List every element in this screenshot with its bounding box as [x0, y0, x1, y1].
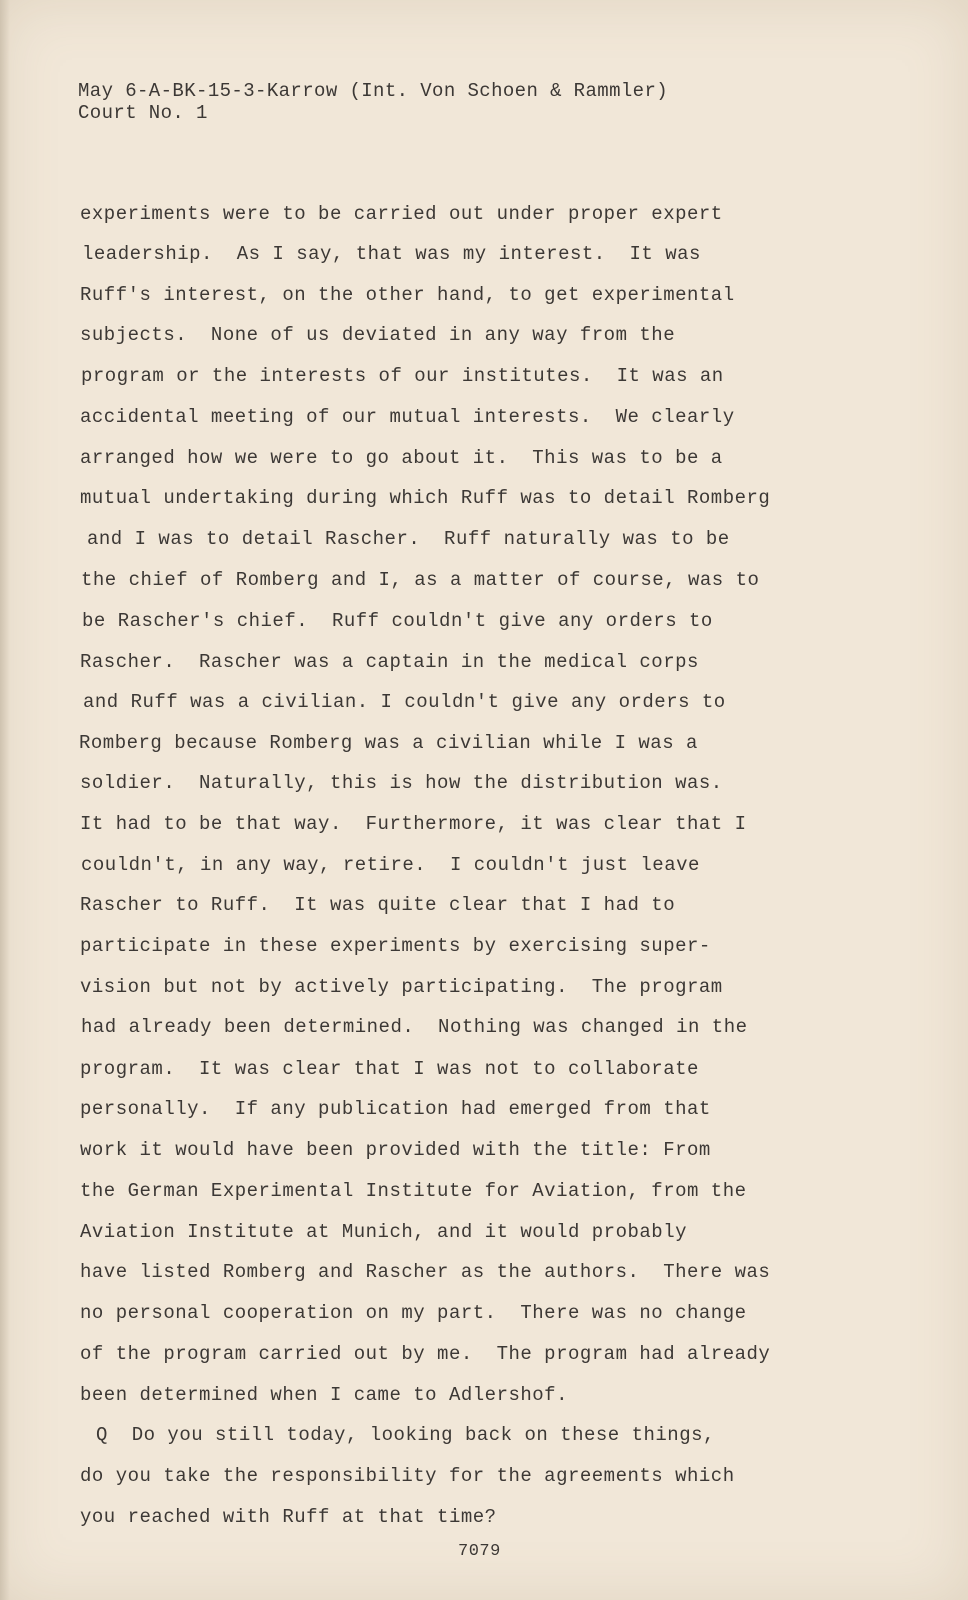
question-line: do you take the responsibility for the agreements which — [80, 1465, 735, 1487]
transcript-line: Rascher to Ruff. It was quite clear that I had to — [80, 894, 676, 916]
page-number: 7079 — [458, 1542, 501, 1561]
transcript-line: arranged how we were to go about it. This was to be a — [80, 447, 723, 469]
transcript-line: of the program carried out by me. The program had already — [80, 1343, 771, 1365]
transcript-line: program. It was clear that I was not to collaborate — [80, 1058, 699, 1080]
transcript-line: been determined when I came to Adlershof. — [80, 1384, 568, 1406]
header-court-line: Court No. 1 — [78, 102, 208, 124]
transcript-line: be Rascher's chief. Ruff couldn't give any orders to — [82, 610, 713, 632]
transcript-line: subjects. None of us deviated in any way from the — [80, 324, 676, 346]
transcript-line: soldier. Naturally, this is how the distribution was. — [80, 772, 723, 794]
transcript-line: vision but not by actively participating. The program — [80, 976, 723, 998]
transcript-line: the chief of Romberg and I, as a matter of course, was to — [81, 569, 760, 591]
transcript-line: had already been determined. Nothing was changed in the — [81, 1016, 748, 1038]
transcript-line: personally. If any publication had emerged from that — [80, 1098, 711, 1120]
transcript-line: and I was to detail Rascher. Ruff naturally was to be — [87, 528, 730, 550]
transcript-line: accidental meeting of our mutual interests. We clearly — [80, 406, 735, 428]
transcript-line: It had to be that way. Furthermore, it was clear that I — [80, 813, 747, 835]
transcript-line: Rascher. Rascher was a captain in the medical corps — [80, 651, 699, 673]
transcript-line: Ruff's interest, on the other hand, to get experimental — [80, 284, 735, 306]
question-line: Q Do you still today, looking back on these things, — [96, 1424, 715, 1446]
transcript-line: program or the interests of our institutes. It was an — [81, 365, 724, 387]
transcript-line: no personal cooperation on my part. There was no change — [80, 1302, 747, 1324]
transcript-line: participate in these experiments by exercising super- — [80, 935, 711, 957]
transcript-line: Aviation Institute at Munich, and it would probably — [80, 1221, 687, 1243]
question-line: you reached with Ruff at that time? — [80, 1506, 497, 1528]
transcript-line: experiments were to be carried out under proper expert — [80, 203, 723, 225]
transcript-line: work it would have been provided with the title: From — [80, 1139, 711, 1161]
header-case-line: May 6-A-BK-15-3-Karrow (Int. Von Schoen & Rammler) — [78, 80, 669, 102]
transcript-line: have listed Romberg and Rascher as the authors. There was — [80, 1261, 771, 1283]
transcript-line: couldn't, in any way, retire. I couldn't just leave — [81, 854, 700, 876]
transcript-line: and Ruff was a civilian. I couldn't give any orders to — [83, 691, 726, 713]
transcript-line: leadership. As I say, that was my interest. It was — [82, 243, 701, 265]
transcript-line: mutual undertaking during which Ruff was to detail Romberg — [80, 487, 771, 509]
transcript-line: Romberg because Romberg was a civilian while I was a — [79, 732, 698, 754]
transcript-line: the German Experimental Institute for Aviation, from the — [80, 1180, 747, 1202]
